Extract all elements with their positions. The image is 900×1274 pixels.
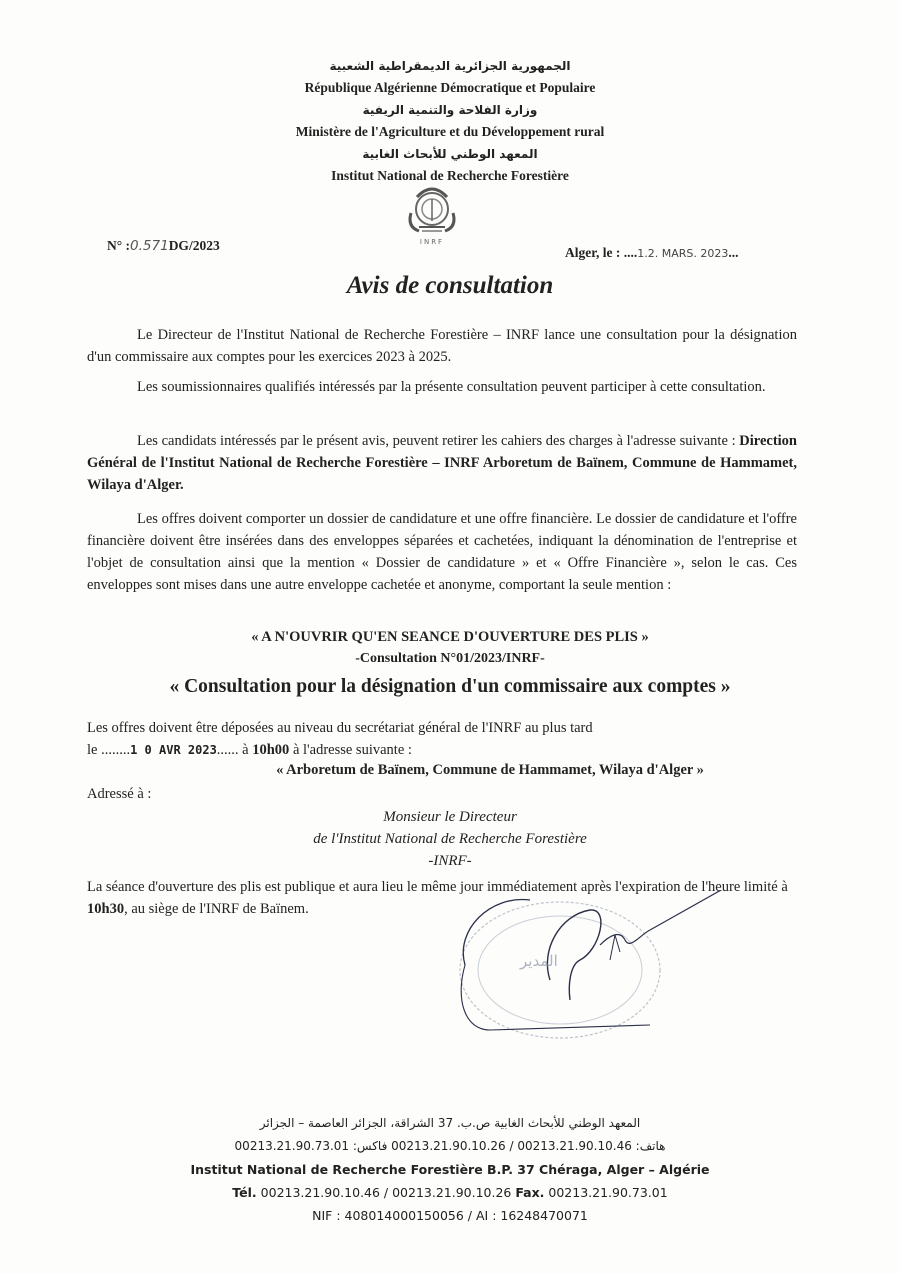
deposit-deadline — [87, 739, 797, 761]
deposit-time: 10h00 — [252, 742, 290, 758]
stamp-and-signature — [450, 890, 750, 1070]
mention-consultation-number: -Consultation N°01/2023/INRF- — [355, 651, 545, 666]
paragraph-specifications — [87, 430, 797, 496]
footer-contacts — [0, 1181, 900, 1204]
recipient-title: Monsieur le Directeur — [383, 809, 517, 825]
mention-do-not-open: « A N'OUVRIR QU'EN SEANCE D'OUVERTURE DES PLIS » — [251, 629, 649, 645]
reference-suffix: DG/2023 — [168, 238, 220, 253]
paragraph-offers-text: Les offres doivent comporter un dossier de candidature et une offre financière. Le dossier de candidature et l'offre financière doivent être insérées dans des enveloppes séparées et cachetées, indiquant la dénomination de l'entreprise et l'objet de consultation ainsi que la mention « Dossier de candidature » et « Offre Financière », selon le cas. Ces enveloppes sont mises dans une autre enveloppe cachetée et anonyme, comportant la seule mention : — [87, 511, 797, 593]
letterhead — [0, 55, 900, 187]
paragraph-specifications-address: Direction Général de l'Institut National de Recherche Forestière – INRF Arboretum de Baïnem, Commune de Hammamet, Wilaya d'Alger. — [87, 433, 797, 493]
header-arabic-republic: الجمهورية الجزائرية الديمقراطية الشعبية — [329, 59, 571, 73]
deposit-instructions — [87, 717, 797, 761]
footer-fax: 00213.21.90.73.01 — [544, 1185, 668, 1200]
recipient-acronym: -INRF- — [428, 853, 472, 869]
header-arabic-ministry: وزارة الفلاحة والتنمية الريفية — [362, 103, 538, 117]
paragraph-qualified-text: Les soumissionnaires qualifiés intéressés par la présente consultation peuvent participer à cette consultation. — [137, 379, 766, 395]
deposit-date-prefix: le ........ — [87, 742, 131, 758]
deposit-date-dots: ...... — [216, 742, 239, 758]
footer-tel-label: Tél. — [232, 1185, 257, 1200]
deposit-a: à — [238, 742, 253, 758]
paragraph-specifications-text: Les candidats intéressés par le présent avis, peuvent retirer les cahiers des charges à l'adresse suivante : — [137, 433, 740, 449]
footer-arabic-address: المعهد الوطني للأبحاث الغابية ص.ب. 37 الشراقة، الجزائر العاصمة – الجزائر — [259, 1116, 641, 1130]
footer-nif: NIF : 408014000150056 / AI : 16248470071 — [312, 1208, 588, 1223]
deposit-line: Les offres doivent être déposées au niveau du secrétariat général de l'INRF au plus tard — [87, 720, 593, 736]
recipient-institute: de l'Institut National de Recherche Forestière — [313, 831, 587, 847]
paragraph-qualified — [87, 376, 797, 398]
paragraph-intro — [87, 324, 797, 368]
institute-emblem-icon — [397, 183, 467, 248]
addressed-to: Adressé à : — [87, 786, 152, 802]
footer — [0, 1112, 900, 1227]
footer-address: Institut National de Recherche Forestière B.P. 37 Chéraga, Alger – Algérie — [190, 1162, 710, 1177]
deposit-address-intro: à l'adresse suivante : — [289, 742, 412, 758]
deposit-date-stamp: 1 0 AVR 2023 — [130, 743, 217, 757]
logo-label: INRF — [419, 238, 445, 246]
closing-time: 10h30 — [87, 901, 125, 917]
official-stamp-icon — [450, 890, 750, 1070]
paragraph-offers — [87, 508, 797, 596]
date-prefix: Alger, le : .... — [565, 245, 638, 260]
footer-arabic-phone: هاتف: 00213.21.90.10.46 / 00213.21.90.10.26 فاكس: 00213.21.90.73.01 — [234, 1139, 666, 1153]
reference-number — [107, 238, 220, 254]
reference-prefix: N° : — [107, 238, 131, 253]
date-handwritten: 1.2. MARS. 2023 — [637, 247, 729, 260]
footer-fax-label: Fax. — [515, 1185, 545, 1200]
deposit-address: « Arboretum de Baïnem, Commune de Hammamet, Wilaya d'Alger » — [276, 762, 704, 778]
closing-text-start: La séance d'ouverture des plis est publique et aura lieu le même jour immédiatement après l'expiration de l'heure limité à — [87, 879, 788, 895]
header-arabic-institute: المعهد الوطني للأبحاث الغابية — [362, 147, 538, 161]
document-title: Avis de consultation — [346, 272, 554, 299]
date-suffix: ... — [728, 245, 739, 260]
closing-text-end: , au siège de l'INRF de Baïnem. — [124, 901, 309, 917]
paragraph-intro-text: Le Directeur de l'Institut National de Recherche Forestière – INRF lance une consultation pour la désignation d'un commissaire aux comptes pour les exercices 2023 à 2025. — [87, 327, 797, 365]
footer-tel: 00213.21.90.10.46 / 00213.21.90.10.26 — [256, 1185, 516, 1200]
header-ministry: Ministère de l'Agriculture et du Développement rural — [295, 124, 605, 139]
mention-consultation-subject: « Consultation pour la désignation d'un commissaire aux comptes » — [169, 676, 731, 697]
document-date — [565, 245, 738, 261]
reference-handwritten-number: 0.571 — [130, 238, 169, 254]
header-institute: Institut National de Recherche Forestière — [331, 168, 569, 183]
header-republic: République Algérienne Démocratique et Populaire — [304, 80, 596, 95]
stamp-director-label: المدير — [520, 952, 558, 970]
